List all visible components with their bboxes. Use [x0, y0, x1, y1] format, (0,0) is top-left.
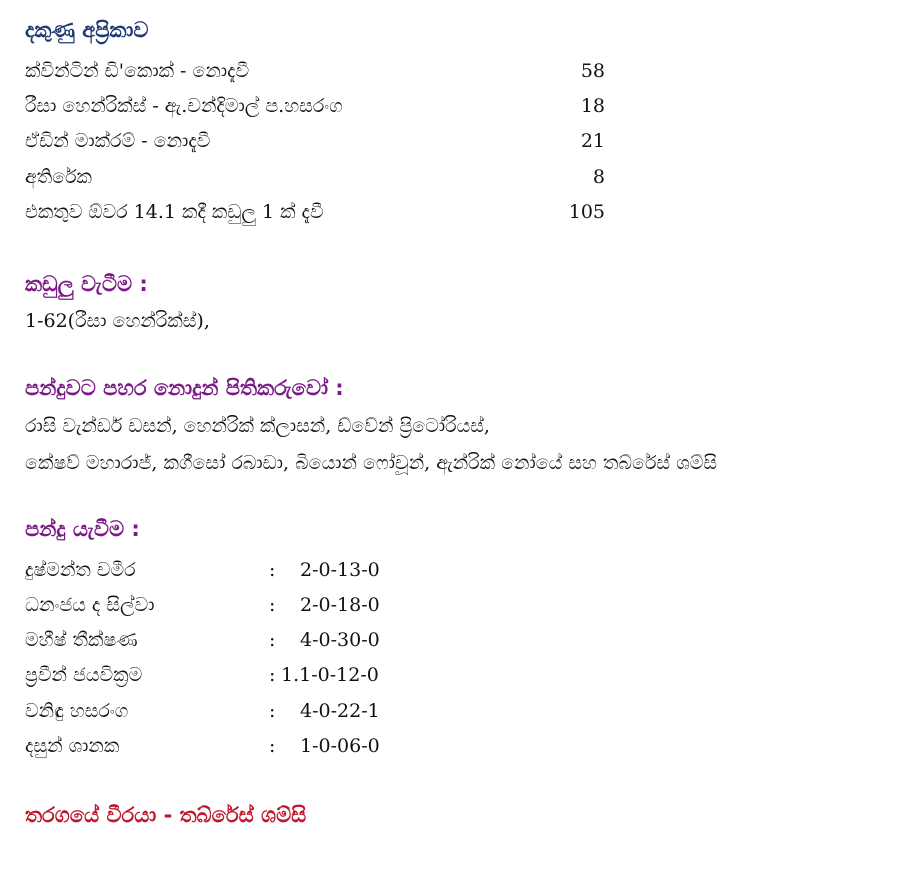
- fall-of-wickets-text: 1-62(රීසා හෙන්රික්ස්),: [25, 310, 210, 332]
- bowling-figures: 4-0-30-0: [300, 629, 380, 651]
- batter-score: 58: [580, 60, 605, 82]
- did-not-bat-line: රාසි වැන්ඩර් ඩසන්, හෙන්රික් ක්ලාසන්, ඩ්වේන් ප්‍රිටෝරියස්,: [25, 415, 490, 437]
- bowling-separator: :: [269, 629, 276, 651]
- bowler-name: වනිඳු හසරංග: [25, 700, 129, 722]
- batting-row: [25, 128, 605, 154]
- team-heading: දකුණු අප්‍රිකාව: [25, 18, 149, 42]
- bowling-figures: 1-0-06-0: [300, 735, 380, 757]
- bowling-separator: :: [269, 559, 276, 581]
- batting-row: [25, 58, 605, 84]
- bowler-name: මහීෂ් තීක්ෂණ: [25, 629, 138, 651]
- bowling-separator: :: [269, 700, 276, 722]
- bowling-figures: 2-0-18-0: [300, 594, 380, 616]
- bowler-name: ධනංජය ද සිල්වා: [25, 594, 155, 616]
- bowling-separator: :: [269, 594, 276, 616]
- did-not-bat-line: කේෂව් මහාරාජ්, කගීසෝ රබාඩා, බියොන් ෆෝචූන්, ඇන්රික් නෝයේ සහ තබ්රේස් ශම්සි: [25, 452, 718, 474]
- bowling-separator: :: [269, 735, 276, 757]
- total-row: [25, 199, 605, 225]
- extras-row: [25, 164, 605, 190]
- player-of-match: තරගයේ වීරයා - තබ්රේස් ශම්සි: [25, 803, 307, 827]
- bowling-figures: 2-0-13-0: [300, 559, 380, 581]
- extras-value: 8: [592, 166, 605, 188]
- bowling-heading: පන්දු යැවීම :: [25, 517, 140, 541]
- batter-name: රීසා හෙන්රික්ස් - ඇ.චන්දිමාල් ප.හසරංග: [25, 95, 343, 117]
- batter-score: 21: [580, 130, 605, 152]
- batter-name: ක්වින්ටින් ඩි'කොක් - නොදැවී: [25, 60, 250, 82]
- bowler-name: දුෂ්මන්ත චමීර: [25, 559, 136, 581]
- total-label: එකතුව ඕවර 14.1 කදී කඩුලු 1 ක් දැවී: [25, 201, 324, 223]
- bowler-name: දසුන් ශානක: [25, 735, 120, 757]
- extras-label: අතිරේක: [25, 166, 92, 188]
- bowling-figures: 4-0-22-1: [300, 700, 380, 722]
- batting-row: [25, 93, 605, 119]
- bowling-figures: 1.1-0-12-0: [281, 664, 379, 686]
- bowler-name: ප්‍රවීන් ජයවික්‍රම: [25, 664, 143, 686]
- bowling-separator: :: [269, 664, 276, 686]
- batter-score: 18: [580, 95, 605, 117]
- fall-of-wickets-heading: කඩුලු වැටීම :: [25, 272, 148, 296]
- batter-name: ඒඩින් මාක්රම් - නොදැවී: [25, 130, 211, 152]
- total-value: 105: [568, 201, 605, 223]
- did-not-bat-heading: පන්දුවට පහර නොදුන් පිතිකරුවෝ :: [25, 376, 344, 400]
